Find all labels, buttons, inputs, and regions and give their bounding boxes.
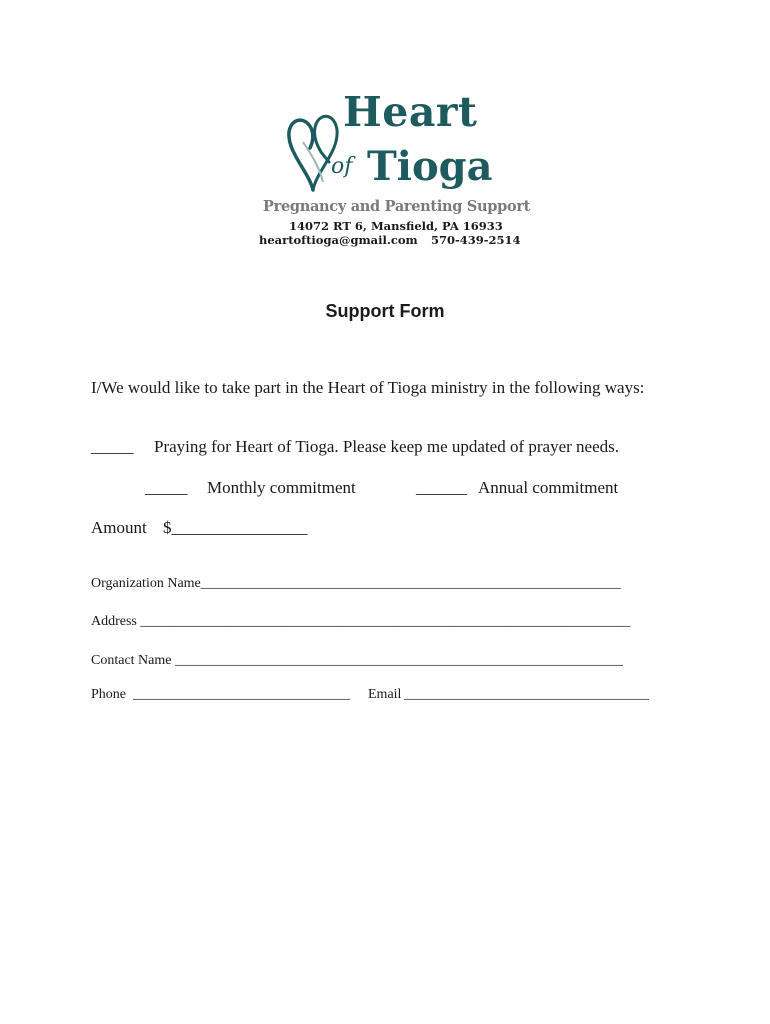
logo-address: 14072 RT 6, Mansfield, PA 16933 — [289, 219, 503, 233]
phone-label: Phone — [91, 687, 126, 702]
contact-name-field[interactable]: Contact Name ________________________________________________________________ — [91, 653, 623, 668]
organization-name-field[interactable]: Organization Name____________________________________________________________ — [91, 576, 621, 591]
prayer-blank[interactable]: _____ — [91, 437, 134, 456]
address-field[interactable]: Address ______________________________________________________________________ — [91, 614, 631, 629]
logo-phone: 570-439-2514 — [431, 233, 521, 247]
email-field[interactable]: ___________________________________ — [404, 687, 649, 702]
logo-email: heartoftioga@gmail.com — [259, 233, 418, 247]
monthly-label: Monthly commitment — [207, 478, 356, 497]
amount-field[interactable]: $________________ — [163, 518, 308, 537]
email-label: Email — [368, 687, 402, 702]
phone-field[interactable]: _______________________________ — [133, 687, 350, 702]
amount-label: Amount — [91, 518, 147, 537]
prayer-label: Praying for Heart of Tioga. Please keep me updated of prayer needs. — [154, 437, 620, 456]
logo-name-tioga: Tioga — [367, 143, 493, 190]
logo-name-heart: Heart — [343, 88, 478, 136]
annual-label: Annual commitment — [478, 478, 619, 497]
logo-name-of: of — [331, 154, 353, 179]
heart-of-tioga-logo — [255, 88, 531, 250]
annual-blank[interactable]: ______ — [416, 478, 467, 497]
intro-paragraph: I/We would like to take part in the Heart of Tioga ministry in the following ways: — [91, 378, 645, 397]
monthly-blank[interactable]: _____ — [145, 478, 188, 497]
form-title: Support Form — [325, 301, 445, 321]
logo-tagline: Pregnancy and Parenting Support — [263, 198, 531, 215]
